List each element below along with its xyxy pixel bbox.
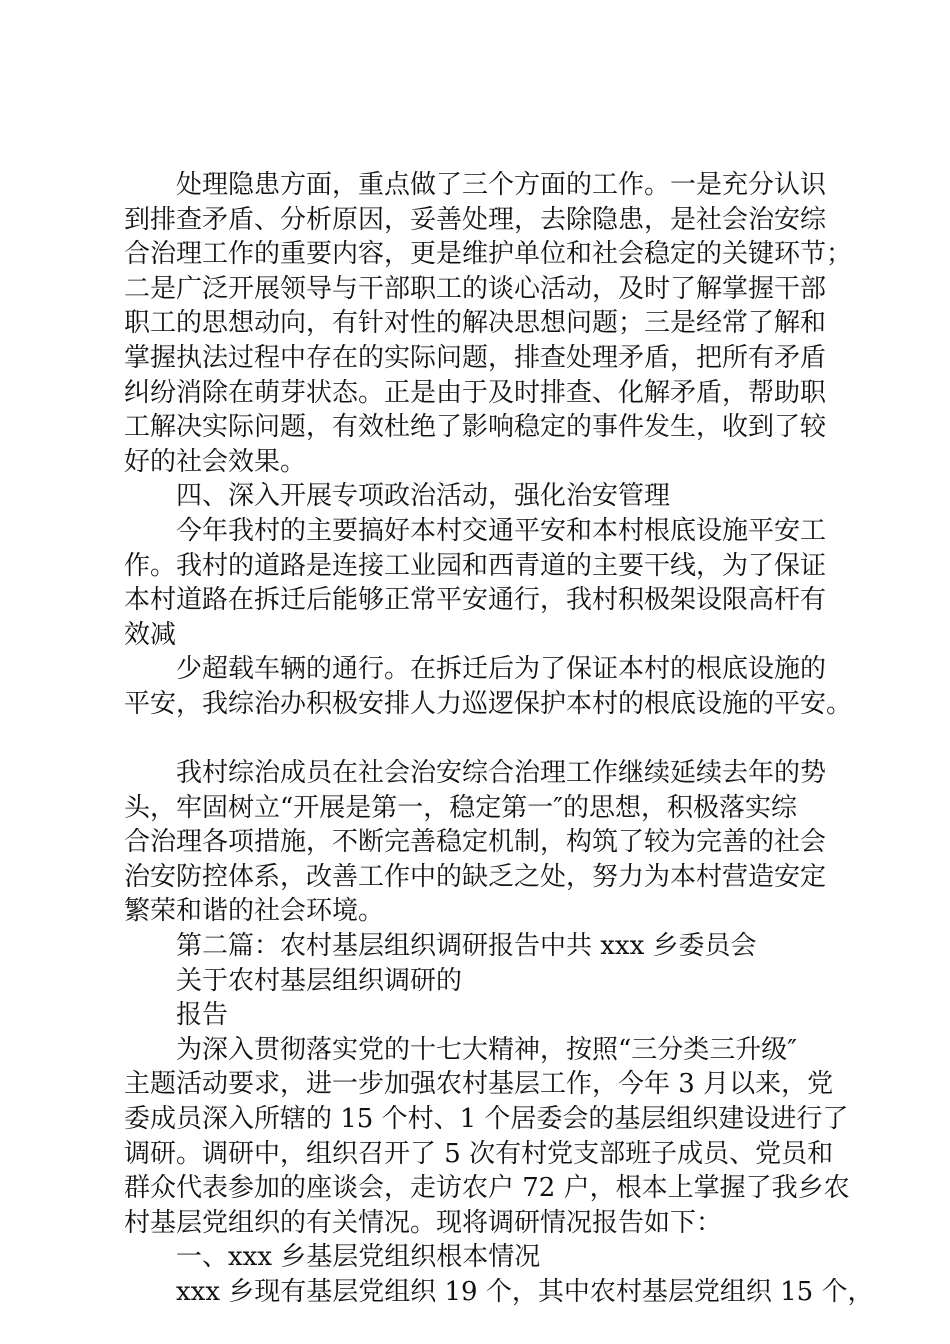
text-line: 平安，我综治办积极安排人力巡逻保护本村的根底设施的平安。 xyxy=(124,688,853,719)
text-line: 治安防控体系，改善工作中的缺乏之处，努力为本村营造安定 xyxy=(124,861,827,892)
text-line: 二是广泛开展领导与干部职工的谈心活动，及时了解掌握干部 xyxy=(124,273,827,304)
text-line: 繁荣和谐的社会环境。 xyxy=(124,896,385,927)
text-line: 本村道路在拆迁后能够正常平安通行，我村积极架设限高杆有 xyxy=(124,585,827,616)
text-line: 职工的思想动向，有针对性的解决思想问题；三是经常了解和 xyxy=(124,308,827,339)
text-line: 纠纷消除在萌芽状态。正是由于及时排查、化解矛盾，帮助职 xyxy=(124,377,827,408)
chapter-title: 关于农村基层组织调研的 xyxy=(176,965,463,996)
section-heading: 四、深入开展专项政治活动，强化治安管理 xyxy=(176,481,671,512)
text-line: 作。我村的道路是连接工业园和西青道的主要干线，为了保证 xyxy=(124,550,827,581)
text-line: 群众代表参加的座谈会，走访农户 72 户，根本上掌握了我乡农 xyxy=(124,1173,850,1204)
text-line: 好的社会效果。 xyxy=(124,446,307,477)
text-line: 少超载车辆的通行。在拆迁后为了保证本村的根底设施的 xyxy=(176,654,827,685)
section-heading: 一、xxx 乡基层党组织根本情况 xyxy=(176,1242,541,1273)
text-line: 委成员深入所辖的 15 个村、1 个居委会的基层组织建设进行了 xyxy=(124,1104,849,1135)
text-line: 工解决实际问题，有效杜绝了影响稳定的事件发生，收到了较 xyxy=(124,412,827,443)
text-line: 合治理各项措施，不断完善稳定机制，构筑了较为完善的社会 xyxy=(124,827,827,858)
text-line: xxx 乡现有基层党组织 19 个，其中农村基层党组织 15 个， xyxy=(176,1277,874,1307)
chapter-title: 第二篇：农村基层组织调研报告中共 xxx 乡委员会 xyxy=(176,931,757,962)
document-body xyxy=(124,168,874,1310)
text-line: 为深入贯彻落实党的十七大精神，按照“三分类三升级″ xyxy=(176,1034,798,1065)
text-line: 合治理工作的重要内容，更是维护单位和社会稳定的关键环节； xyxy=(124,239,853,270)
text-line: 到排查矛盾、分析原因，妥善处理，去除隐患，是社会治安综 xyxy=(124,204,827,235)
text-line: 掌握执法过程中存在的实际问题，排查处理矛盾，把所有矛盾 xyxy=(124,342,827,373)
text-line: 村基层党组织的有关情况。现将调研情况报告如下： xyxy=(124,1207,723,1238)
text-line: 主题活动要求，进一步加强农村基层工作，今年 3 月以来，党 xyxy=(124,1069,834,1100)
paragraph-gap xyxy=(124,722,824,757)
text-line: 我村综治成员在社会治安综合治理工作继续延续去年的势 xyxy=(176,758,827,789)
text-line: 调研。调研中，组织召开了 5 次有村党支部班子成员、党员和 xyxy=(124,1138,834,1169)
text-line: 今年我村的主要搞好本村交通平安和本村根底设施平安工 xyxy=(176,515,827,546)
text-line: 效减 xyxy=(124,619,177,650)
text-line: 头，牢固树立“开展是第一，稳定第一″的思想，积极落实综 xyxy=(124,792,798,823)
chapter-title: 报告 xyxy=(176,1000,229,1031)
text-line: 处理隐患方面，重点做了三个方面的工作。一是充分认识 xyxy=(176,170,827,200)
